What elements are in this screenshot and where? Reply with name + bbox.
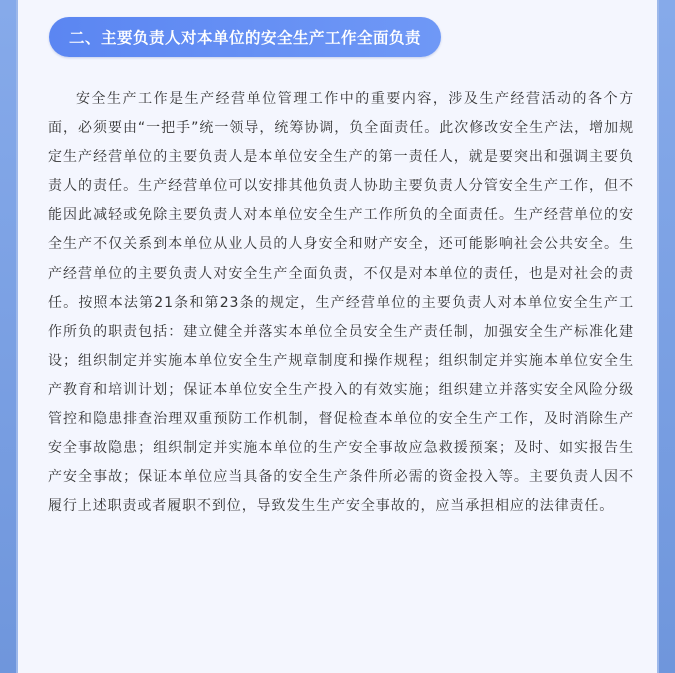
content-card <box>16 0 659 673</box>
right-frame-border <box>659 0 675 673</box>
section-heading-pill <box>49 17 441 57</box>
section-heading: 二、主要负责人对本单位的安全生产工作全面负责 <box>68 29 421 47</box>
left-frame-border <box>0 0 16 673</box>
section-paragraph: 安全生产工作是生产经营单位管理工作中的重要内容，涉及生产经营活动的各个方面，必须要由“一把手”统一领导，统筹协调，负全面责任。此次修改安全生产法，增加规定生产经营单位的主要负责人是本单位安全生产的第一责任人，就是要突出和强调主要负责人的责任。生产经营单位可以安排其他负责人协助主要负责人分管安全生产工作，但不能因此减轻或免除主要负责人对本单位安全生产工作所负的全面责任。生产经营单位的安全生产不仅关系到本单位从业人员的人身安全和财产安全，还可能影响社会公共安全。生产经营单位的主要负责人对安全生产全面负责，不仅是对本单位的责任，也是对社会的责任。按照本法第21条和第23条的规定，生产经营单位的主要负责人对本单位安全生产工作所负的职责包括：建立健全并落实本单位全员安全生产责任制，加强安全生产标准化建设；组织制定并实施本单位安全生产规章制度和操作规程；组织制定并实施本单位安全生产教育和培训计划；保证本单位安全生产投入的有效实施；组织建立并落实安全风险分级管控和隐患排查治理双重预防工作机制，督促检查本单位的安全生产工作，及时消除生产安全事故隐患；组织制定并实施本单位的生产安全事故应急救援预案；及时、如实报告生产安全事故；保证本单位应当具备的安全生产条件所必需的资金投入等。主要负责人因不履行上述职责或者履职不到位，导致发生生产安全事故的，应当承担相应的法律责任。 <box>48 91 634 515</box>
